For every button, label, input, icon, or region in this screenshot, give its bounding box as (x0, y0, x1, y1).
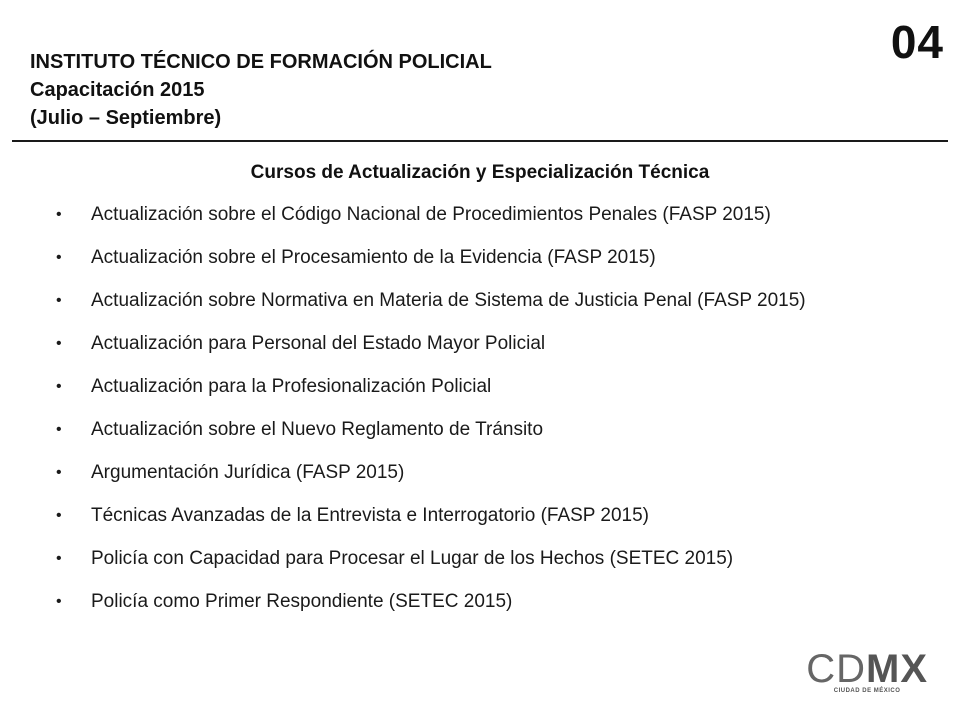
list-item (56, 286, 906, 316)
course-name: Actualización para la Profesionalización Policial (91, 376, 492, 397)
bullet-icon: • (56, 550, 62, 567)
cdmx-logo (806, 648, 928, 694)
institution-name: INSTITUTO TÉCNICO DE FORMACIÓN POLICIAL (30, 51, 492, 73)
course-name: Actualización sobre el Procesamiento de la Evidencia (FASP 2015) (91, 247, 656, 268)
course-name: Técnicas Avanzadas de la Entrevista e Interrogatorio (FASP 2015) (91, 505, 650, 526)
logo-subtitle: CIUDAD DE MÉXICO (833, 688, 901, 694)
list-item (56, 587, 906, 617)
logo-prefix: CD (806, 647, 866, 691)
course-name: Policía con Capacidad para Procesar el Lugar de los Hechos (SETEC 2015) (91, 548, 734, 569)
course-name: Policía como Primer Respondiente (SETEC 2015) (91, 591, 513, 612)
list-item (56, 200, 906, 230)
list-item (56, 372, 906, 402)
list-item (56, 501, 906, 531)
bullet-icon: • (56, 421, 62, 438)
course-name: Argumentación Jurídica (FASP 2015) (91, 462, 405, 483)
course-name: Actualización sobre el Nuevo Reglamento de Tránsito (91, 419, 544, 440)
header (30, 48, 492, 132)
section-title: Cursos de Actualización y Especialización Técnica (250, 162, 710, 183)
bullet-icon: • (56, 507, 62, 524)
course-name: Actualización sobre el Código Nacional de Procedimientos Penales (FASP 2015) (91, 204, 771, 225)
list-item (56, 243, 906, 273)
bullet-icon: • (56, 335, 62, 352)
slide-number: 04 (890, 16, 944, 68)
course-name: Actualización para Personal del Estado Mayor Policial (91, 333, 546, 354)
bullet-icon: • (56, 593, 62, 610)
bullet-icon: • (56, 378, 62, 395)
course-list (56, 200, 906, 630)
program-period: (Julio – Septiembre) (30, 107, 222, 129)
header-divider (12, 140, 948, 142)
list-item (56, 415, 906, 445)
bullet-icon: • (56, 464, 62, 481)
list-item (56, 329, 906, 359)
list-item (56, 458, 906, 488)
logo-suffix: MX (866, 647, 928, 691)
course-name: Actualización sobre Normativa en Materia de Sistema de Justicia Penal (FASP 2015) (91, 290, 806, 311)
bullet-icon: • (56, 249, 62, 266)
logo-wordmark (806, 648, 928, 690)
list-item (56, 544, 906, 574)
bullet-icon: • (56, 206, 62, 223)
bullet-icon: • (56, 292, 62, 309)
program-title: Capacitación 2015 (30, 79, 205, 101)
